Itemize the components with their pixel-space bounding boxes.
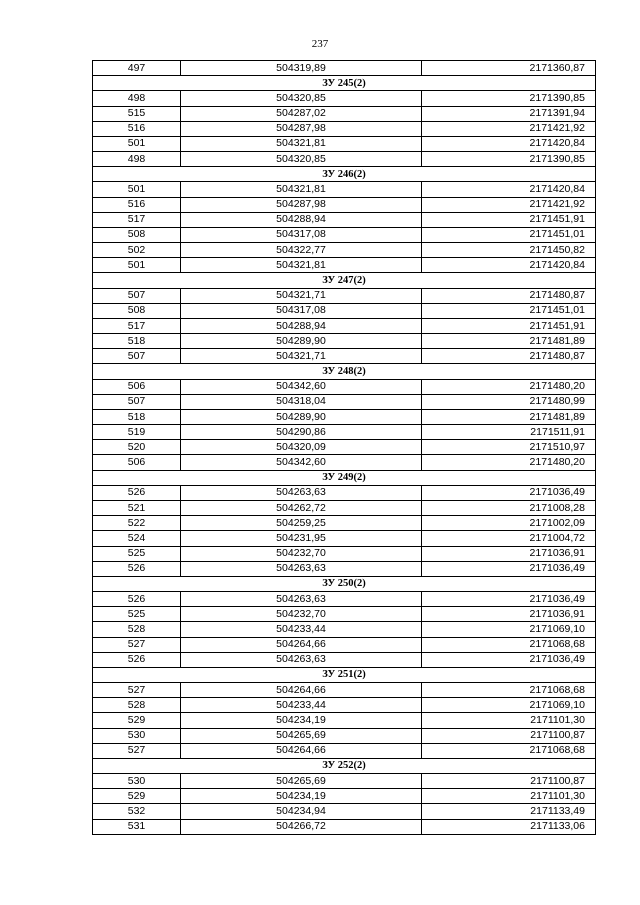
- coordinates-table: [92, 60, 596, 835]
- y-coordinate: 2171100,87: [422, 774, 596, 789]
- point-number: 520: [93, 440, 181, 455]
- x-coordinate: 504263,63: [181, 652, 422, 667]
- parcel-group-header: [93, 470, 596, 485]
- table-row: [93, 546, 596, 561]
- y-coordinate: 2171391,94: [422, 106, 596, 121]
- y-coordinate: 2171390,85: [422, 91, 596, 106]
- table-row: [93, 637, 596, 652]
- coordinates-table-body: [93, 61, 596, 835]
- x-coordinate: 504289,90: [181, 334, 422, 349]
- x-coordinate: 504321,81: [181, 182, 422, 197]
- table-row: [93, 819, 596, 834]
- point-number: 518: [93, 409, 181, 424]
- point-number: 517: [93, 212, 181, 227]
- y-coordinate: 2171133,06: [422, 819, 596, 834]
- x-coordinate: 504342,60: [181, 379, 422, 394]
- x-coordinate: 504265,69: [181, 774, 422, 789]
- point-number: 506: [93, 455, 181, 470]
- x-coordinate: 504320,85: [181, 91, 422, 106]
- table-row: [93, 288, 596, 303]
- x-coordinate: 504287,98: [181, 197, 422, 212]
- y-coordinate: 2171036,91: [422, 546, 596, 561]
- point-number: 528: [93, 622, 181, 637]
- parcel-label: ЗУ 248(2): [93, 364, 596, 379]
- y-coordinate: 2171421,92: [422, 121, 596, 136]
- parcel-label: ЗУ 246(2): [93, 167, 596, 182]
- y-coordinate: 2171390,85: [422, 152, 596, 167]
- x-coordinate: 504322,77: [181, 243, 422, 258]
- x-coordinate: 504320,85: [181, 152, 422, 167]
- point-number: 528: [93, 698, 181, 713]
- table-row: [93, 728, 596, 743]
- point-number: 498: [93, 91, 181, 106]
- parcel-label: ЗУ 252(2): [93, 758, 596, 773]
- point-number: 526: [93, 652, 181, 667]
- x-coordinate: 504287,02: [181, 106, 422, 121]
- point-number: 497: [93, 61, 181, 76]
- x-coordinate: 504233,44: [181, 698, 422, 713]
- table-row: [93, 394, 596, 409]
- x-coordinate: 504342,60: [181, 455, 422, 470]
- y-coordinate: 2171036,49: [422, 652, 596, 667]
- y-coordinate: 2171480,87: [422, 349, 596, 364]
- x-coordinate: 504321,71: [181, 349, 422, 364]
- x-coordinate: 504259,25: [181, 516, 422, 531]
- y-coordinate: 2171450,82: [422, 243, 596, 258]
- table-row: [93, 607, 596, 622]
- y-coordinate: 2171068,68: [422, 683, 596, 698]
- x-coordinate: 504266,72: [181, 819, 422, 834]
- point-number: 529: [93, 713, 181, 728]
- point-number: 530: [93, 774, 181, 789]
- point-number: 508: [93, 303, 181, 318]
- point-number: 524: [93, 531, 181, 546]
- x-coordinate: 504234,19: [181, 789, 422, 804]
- point-number: 526: [93, 485, 181, 500]
- y-coordinate: 2171036,91: [422, 607, 596, 622]
- point-number: 532: [93, 804, 181, 819]
- x-coordinate: 504321,81: [181, 258, 422, 273]
- y-coordinate: 2171036,49: [422, 592, 596, 607]
- table-row: [93, 152, 596, 167]
- x-coordinate: 504263,63: [181, 561, 422, 576]
- x-coordinate: 504318,04: [181, 394, 422, 409]
- y-coordinate: 2171481,89: [422, 409, 596, 424]
- x-coordinate: 504234,19: [181, 713, 422, 728]
- table-row: [93, 243, 596, 258]
- point-number: 530: [93, 728, 181, 743]
- x-coordinate: 504317,08: [181, 303, 422, 318]
- y-coordinate: 2171421,92: [422, 197, 596, 212]
- y-coordinate: 2171360,87: [422, 61, 596, 76]
- y-coordinate: 2171068,68: [422, 743, 596, 758]
- table-row: [93, 698, 596, 713]
- parcel-group-header: [93, 273, 596, 288]
- x-coordinate: 504264,66: [181, 683, 422, 698]
- point-number: 518: [93, 334, 181, 349]
- x-coordinate: 504232,70: [181, 607, 422, 622]
- point-number: 525: [93, 546, 181, 561]
- point-number: 519: [93, 425, 181, 440]
- parcel-group-header: [93, 167, 596, 182]
- point-number: 501: [93, 258, 181, 273]
- x-coordinate: 504321,71: [181, 288, 422, 303]
- table-row: [93, 743, 596, 758]
- point-number: 508: [93, 227, 181, 242]
- table-row: [93, 318, 596, 333]
- y-coordinate: 2171008,28: [422, 500, 596, 515]
- y-coordinate: 2171451,91: [422, 318, 596, 333]
- table-row: [93, 774, 596, 789]
- y-coordinate: 2171101,30: [422, 789, 596, 804]
- parcel-label: ЗУ 245(2): [93, 76, 596, 91]
- y-coordinate: 2171002,09: [422, 516, 596, 531]
- parcel-group-header: [93, 667, 596, 682]
- x-coordinate: 504231,95: [181, 531, 422, 546]
- parcel-group-header: [93, 758, 596, 773]
- y-coordinate: 2171069,10: [422, 622, 596, 637]
- y-coordinate: 2171451,01: [422, 303, 596, 318]
- y-coordinate: 2171480,20: [422, 379, 596, 394]
- point-number: 516: [93, 121, 181, 136]
- table-row: [93, 652, 596, 667]
- point-number: 515: [93, 106, 181, 121]
- x-coordinate: 504319,89: [181, 61, 422, 76]
- x-coordinate: 504264,66: [181, 637, 422, 652]
- table-row: [93, 379, 596, 394]
- table-row: [93, 455, 596, 470]
- page-number: 237: [311, 38, 329, 50]
- point-number: 526: [93, 561, 181, 576]
- point-number: 507: [93, 288, 181, 303]
- table-row: [93, 500, 596, 515]
- x-coordinate: 504288,94: [181, 318, 422, 333]
- table-row: [93, 409, 596, 424]
- x-coordinate: 504287,98: [181, 121, 422, 136]
- x-coordinate: 504263,63: [181, 485, 422, 500]
- point-number: 501: [93, 136, 181, 151]
- x-coordinate: 504263,63: [181, 592, 422, 607]
- y-coordinate: 2171480,87: [422, 288, 596, 303]
- table-row: [93, 531, 596, 546]
- table-row: [93, 425, 596, 440]
- parcel-label: ЗУ 250(2): [93, 576, 596, 591]
- point-number: 502: [93, 243, 181, 258]
- x-coordinate: 504288,94: [181, 212, 422, 227]
- table-row: [93, 349, 596, 364]
- point-number: 531: [93, 819, 181, 834]
- point-number: 506: [93, 379, 181, 394]
- point-number: 507: [93, 394, 181, 409]
- y-coordinate: 2171451,01: [422, 227, 596, 242]
- y-coordinate: 2171036,49: [422, 561, 596, 576]
- table-row: [93, 592, 596, 607]
- point-number: 527: [93, 743, 181, 758]
- table-row: [93, 212, 596, 227]
- table-row: [93, 61, 596, 76]
- parcel-label: ЗУ 249(2): [93, 470, 596, 485]
- table-row: [93, 258, 596, 273]
- table-row: [93, 561, 596, 576]
- table-row: [93, 334, 596, 349]
- table-row: [93, 182, 596, 197]
- table-row: [93, 197, 596, 212]
- y-coordinate: 2171420,84: [422, 258, 596, 273]
- table-row: [93, 789, 596, 804]
- point-number: 522: [93, 516, 181, 531]
- parcel-group-header: [93, 364, 596, 379]
- table-row: [93, 227, 596, 242]
- y-coordinate: 2171510,97: [422, 440, 596, 455]
- x-coordinate: 504264,66: [181, 743, 422, 758]
- point-number: 521: [93, 500, 181, 515]
- table-row: [93, 683, 596, 698]
- table-row: [93, 713, 596, 728]
- point-number: 525: [93, 607, 181, 622]
- parcel-label: ЗУ 251(2): [93, 667, 596, 682]
- y-coordinate: 2171420,84: [422, 182, 596, 197]
- point-number: 501: [93, 182, 181, 197]
- table-row: [93, 106, 596, 121]
- y-coordinate: 2171480,20: [422, 455, 596, 470]
- y-coordinate: 2171511,91: [422, 425, 596, 440]
- x-coordinate: 504265,69: [181, 728, 422, 743]
- point-number: 526: [93, 592, 181, 607]
- y-coordinate: 2171036,49: [422, 485, 596, 500]
- table-row: [93, 516, 596, 531]
- parcel-group-header: [93, 76, 596, 91]
- point-number: 507: [93, 349, 181, 364]
- point-number: 529: [93, 789, 181, 804]
- x-coordinate: 504321,81: [181, 136, 422, 151]
- x-coordinate: 504317,08: [181, 227, 422, 242]
- y-coordinate: 2171480,99: [422, 394, 596, 409]
- point-number: 527: [93, 683, 181, 698]
- point-number: 498: [93, 152, 181, 167]
- x-coordinate: 504290,86: [181, 425, 422, 440]
- x-coordinate: 504234,94: [181, 804, 422, 819]
- table-row: [93, 440, 596, 455]
- x-coordinate: 504233,44: [181, 622, 422, 637]
- parcel-group-header: [93, 576, 596, 591]
- y-coordinate: 2171420,84: [422, 136, 596, 151]
- y-coordinate: 2171004,72: [422, 531, 596, 546]
- y-coordinate: 2171100,87: [422, 728, 596, 743]
- table-row: [93, 121, 596, 136]
- point-number: 527: [93, 637, 181, 652]
- table-row: [93, 804, 596, 819]
- table-row: [93, 485, 596, 500]
- point-number: 517: [93, 318, 181, 333]
- x-coordinate: 504262,72: [181, 500, 422, 515]
- table-row: [93, 136, 596, 151]
- y-coordinate: 2171481,89: [422, 334, 596, 349]
- y-coordinate: 2171451,91: [422, 212, 596, 227]
- table-row: [93, 91, 596, 106]
- table-row: [93, 303, 596, 318]
- point-number: 516: [93, 197, 181, 212]
- x-coordinate: 504320,09: [181, 440, 422, 455]
- x-coordinate: 504232,70: [181, 546, 422, 561]
- table-row: [93, 622, 596, 637]
- y-coordinate: 2171133,49: [422, 804, 596, 819]
- x-coordinate: 504289,90: [181, 409, 422, 424]
- parcel-label: ЗУ 247(2): [93, 273, 596, 288]
- y-coordinate: 2171068,68: [422, 637, 596, 652]
- y-coordinate: 2171069,10: [422, 698, 596, 713]
- y-coordinate: 2171101,30: [422, 713, 596, 728]
